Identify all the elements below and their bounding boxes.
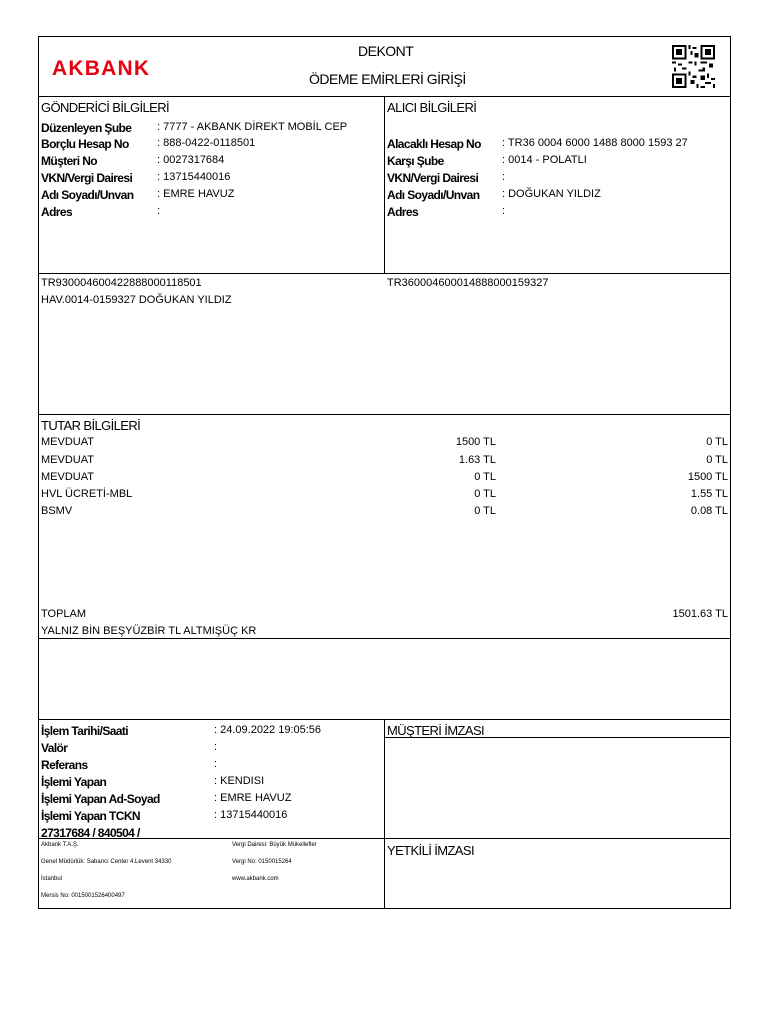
amount-col2: 0 TL bbox=[706, 454, 728, 466]
document-title: DEKONT bbox=[358, 43, 414, 59]
transfer-description: HAV.0014-0159327 DOĞUKAN YILDIZ bbox=[41, 294, 232, 306]
receiver-value: : DOĞUKAN YILDIZ bbox=[502, 188, 601, 200]
amounts-section-title: TUTAR BİLGİLERİ bbox=[41, 418, 141, 433]
transaction-divider bbox=[384, 719, 385, 909]
amount-col1: 1.63 TL bbox=[458, 454, 496, 466]
amount-col2: 0.08 TL bbox=[690, 505, 728, 517]
amount-col2: 1500 TL bbox=[687, 471, 728, 483]
amount-label: BSMV bbox=[41, 505, 73, 517]
reference-code: 27317684 / 840504 / bbox=[41, 826, 140, 840]
total-value: 1501.63 TL bbox=[672, 608, 728, 620]
transaction-label: İşlem Tarihi/Saati bbox=[41, 724, 129, 738]
sender-label: Borçlu Hesap No bbox=[41, 137, 129, 151]
transaction-label: İşlemi Yapan Ad-Soyad bbox=[41, 792, 160, 806]
amounts-bottom-line bbox=[38, 638, 731, 639]
transaction-label: İşlemi Yapan TCKN bbox=[41, 809, 140, 823]
amount-label: MEVDUAT bbox=[41, 454, 94, 466]
receiver-value: : bbox=[502, 205, 506, 217]
sender-value: : 13715440016 bbox=[157, 171, 231, 183]
amount-label: MEVDUAT bbox=[41, 471, 94, 483]
transaction-value: : KENDISI bbox=[214, 775, 265, 787]
sender-value: : 0027317684 bbox=[157, 154, 225, 166]
customer-signature-title: MÜŞTERİ İMZASI bbox=[387, 723, 485, 738]
footer-website: www.akbank.com bbox=[232, 876, 279, 882]
receiver-value: : TR36 0004 6000 1488 8000 1593 27 bbox=[502, 137, 688, 149]
receiver-label: Adı Soyadı/Unvan bbox=[387, 188, 480, 202]
transaction-label: Valör bbox=[41, 741, 68, 755]
total-in-words: YALNIZ BİN BEŞYÜZBİR TL ALTMIŞÜÇ KR bbox=[41, 625, 257, 637]
sender-label: Adres bbox=[41, 205, 73, 219]
transaction-label: Referans bbox=[41, 758, 88, 772]
footer-company: Akbank T.A.Ş. bbox=[41, 842, 79, 848]
transaction-value: : bbox=[214, 758, 218, 770]
sender-value: : bbox=[157, 205, 161, 217]
sender-label: Adı Soyadı/Unvan bbox=[41, 188, 134, 202]
amount-label: MEVDUAT bbox=[41, 436, 94, 448]
document-subtitle: ÖDEME EMİRLERİ GİRİŞİ bbox=[309, 71, 466, 87]
amount-col1: 0 TL bbox=[474, 471, 496, 483]
sender-iban: TR930004600422888000118501 bbox=[41, 277, 202, 289]
transaction-value: : bbox=[214, 741, 218, 753]
receiver-value: : bbox=[502, 171, 506, 183]
sender-value: : 7777 - AKBANK DİREKT MOBİL CEP bbox=[157, 121, 348, 133]
total-label: TOPLAM bbox=[41, 608, 87, 620]
receiver-value: : 0014 - POLATLI bbox=[502, 154, 587, 166]
amount-col1: 0 TL bbox=[474, 488, 496, 500]
footer-city: İstanbul bbox=[41, 876, 63, 882]
authorized-signature-top-line bbox=[384, 838, 731, 839]
sender-label: VKN/Vergi Dairesi bbox=[41, 171, 133, 185]
signature-line bbox=[384, 737, 731, 738]
receiver-label: Adres bbox=[387, 205, 419, 219]
transaction-label: İşlemi Yapan bbox=[41, 775, 107, 789]
receiver-label: Alacaklı Hesap No bbox=[387, 137, 481, 151]
amount-label: HVL ÜCRETİ-MBL bbox=[41, 488, 133, 500]
description-bottom-line bbox=[38, 414, 731, 415]
amount-col2: 1.55 TL bbox=[690, 488, 728, 500]
party-bottom-line bbox=[38, 273, 731, 274]
sender-value: : EMRE HAVUZ bbox=[157, 188, 235, 200]
footer-address: Genel Müdürlük: Sabancı Center 4.Levent 34330 bbox=[41, 859, 172, 865]
footer-mersis: Mersis No: 0015001526400497 bbox=[41, 893, 125, 899]
akbank-logo: AKBANK bbox=[52, 57, 151, 80]
amount-col2: 0 TL bbox=[706, 436, 728, 448]
receiver-label: VKN/Vergi Dairesi bbox=[387, 171, 479, 185]
transaction-value: : EMRE HAVUZ bbox=[214, 792, 292, 804]
authorized-signature-title: YETKİLİ İMZASI bbox=[387, 843, 474, 858]
transaction-value: : 13715440016 bbox=[214, 809, 288, 821]
footer-tax-office: Vergi Dairesi: Büyük Mükellefler bbox=[232, 842, 317, 848]
amount-col1: 1500 TL bbox=[455, 436, 496, 448]
sender-label: Müşteri No bbox=[41, 154, 98, 168]
party-divider bbox=[384, 96, 385, 274]
receiver-section-title: ALICI BİLGİLERİ bbox=[387, 100, 477, 115]
sender-label: Düzenleyen Şube bbox=[41, 121, 132, 135]
qr-code-icon bbox=[672, 45, 715, 88]
sender-section-title: GÖNDERİCİ BİLGİLERİ bbox=[41, 100, 170, 115]
transaction-value: : 24.09.2022 19:05:56 bbox=[214, 724, 322, 736]
receiver-iban: TR360004600014888000159327 bbox=[387, 277, 549, 289]
receiver-label: Karşı Şube bbox=[387, 154, 444, 168]
footer-tax-number: Vergi No: 0150015264 bbox=[232, 859, 292, 865]
amount-col1: 0 TL bbox=[474, 505, 496, 517]
footer-top-line bbox=[38, 838, 385, 839]
sender-value: : 888-0422-0118501 bbox=[157, 137, 256, 149]
